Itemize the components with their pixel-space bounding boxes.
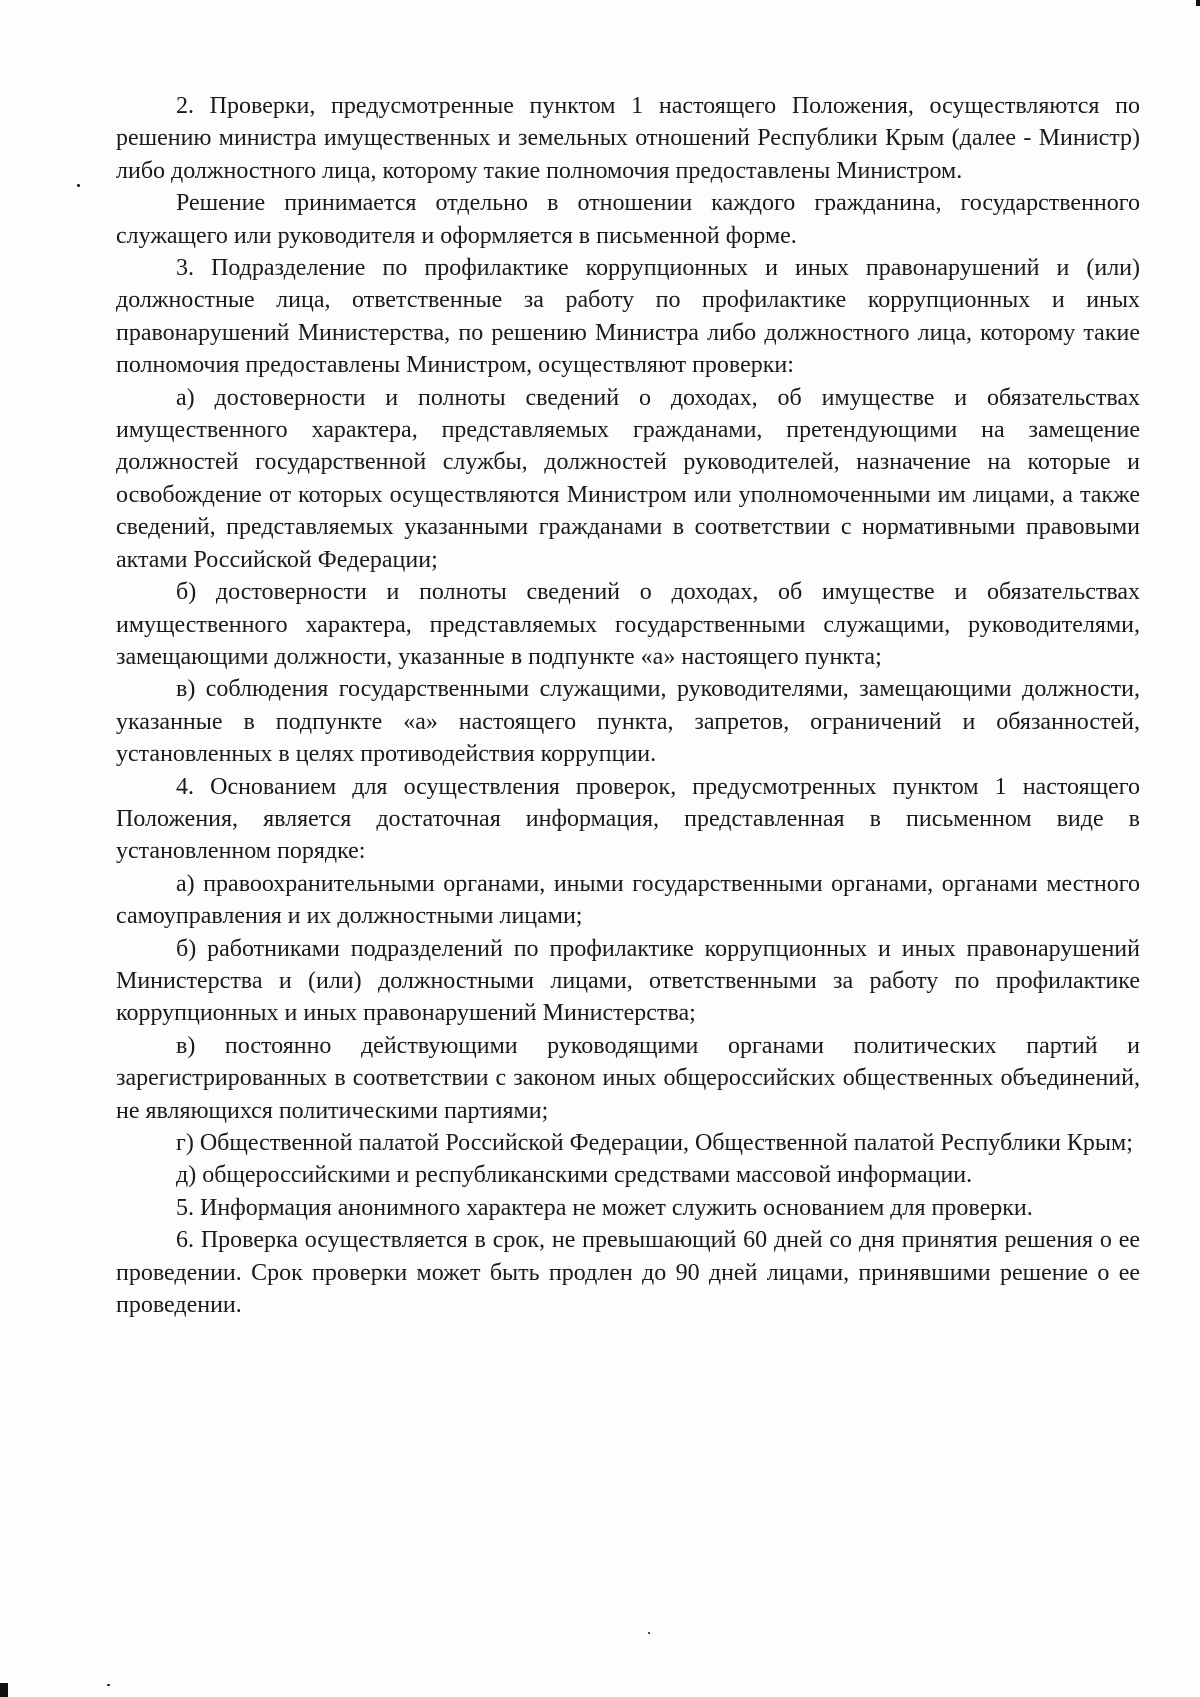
paragraph-item-2: 2. Проверки, предусмотренные пунктом 1 настоящего Положения, осуществляются по решению министра имущественных и земельных отношений Республики Крым (далее - Министр) либо должностного лица, которому такие полномочия предоставлены Министром. [116, 93, 1140, 184]
scan-edge-mark [1196, 0, 1200, 6]
paragraph-item-4a: а) правоохранительными органами, иными государственными органами, органами местного самоуправления и их должностными лицами; [116, 870, 1140, 930]
paragraph-item-6: 6. Проверка осуществляется в срок, не превышающий 60 дней со дня принятия решения о ее проведении. Срок проверки может быть продлен до 90 дней лицами, принявшими решение о ее проведении. [116, 1227, 1140, 1319]
paragraph-decision: Решение принимается отдельно в отношении каждого гражданина, государственного служащего или руководителя и оформляется в письменной форме. [116, 190, 1140, 249]
scan-dot-mark [648, 1632, 650, 1634]
paragraph-item-3b: б) достоверности и полноты сведений о доходах, об имуществе и обязательствах имущественного характера, представляемых государственными служащими, руководителями, замещающими должности, указанные в подпункте «а» настоящего пункта; [116, 579, 1140, 670]
paragraph-item-5: 5. Информация анонимного характера не может служить основанием для проверки. [176, 1194, 1033, 1221]
scan-edge-mark [0, 1683, 8, 1697]
scan-dot-mark [77, 184, 80, 187]
paragraph-item-4g: г) Общественной палатой Российской Федерации, Общественной палатой Республики Крым; [176, 1130, 1133, 1156]
paragraph-item-4d: д) общероссийскими и республиканскими средствами массовой информации. [176, 1162, 973, 1189]
document-body [116, 90, 1140, 1321]
paragraph-item-3v: в) соблюдения государственными служащими, руководителями, замещающими должности, указанные в подпункте «а» настоящего пункта, запретов, ограничений и обязанностей, установленных в целях противодействия коррупции. [116, 676, 1140, 768]
paragraph-item-4b: б) работниками подразделений по профилактике коррупционных и иных правонарушений Министерства и (или) должностными лицами, ответственными за работу по профилактике коррупционных и иных правонарушений Министерства; [116, 935, 1140, 1027]
paragraph-item-4v: в) постоянно действующими руководящими органами политических партий и зарегистрированных в соответствии с законом иных общероссийских общественных объединений, не являющихся политическими партиями; [116, 1032, 1140, 1124]
paragraph-item-4: 4. Основанием для осуществления проверок, предусмотренных пунктом 1 настоящего Положения, является достаточная информация, представленная в письменном виде в установленном порядке: [116, 773, 1140, 865]
paragraph-item-3: 3. Подразделение по профилактике коррупционных и иных правонарушений и (или) должностные лица, ответственные за работу по профилактике коррупционных и иных правонарушений Министерства, по решению Министра либо должностного лица, которому такие полномочия предоставлены Министром, осуществляют проверки: [116, 255, 1140, 379]
paragraph-item-3a: а) достоверности и полноты сведений о доходах, об имуществе и обязательствах имущественного характера, представляемых гражданами, претендующими на замещение должностей государственной службы, должностей руководителей, назначение на которые и освобождение от которых осуществляются Министром или уполномоченными им лицами, а также сведений, представляемых указанными гражданами в соответствии с нормативными правовыми актами Российской Федерации; [116, 384, 1140, 573]
scan-dot-mark [107, 1684, 110, 1686]
